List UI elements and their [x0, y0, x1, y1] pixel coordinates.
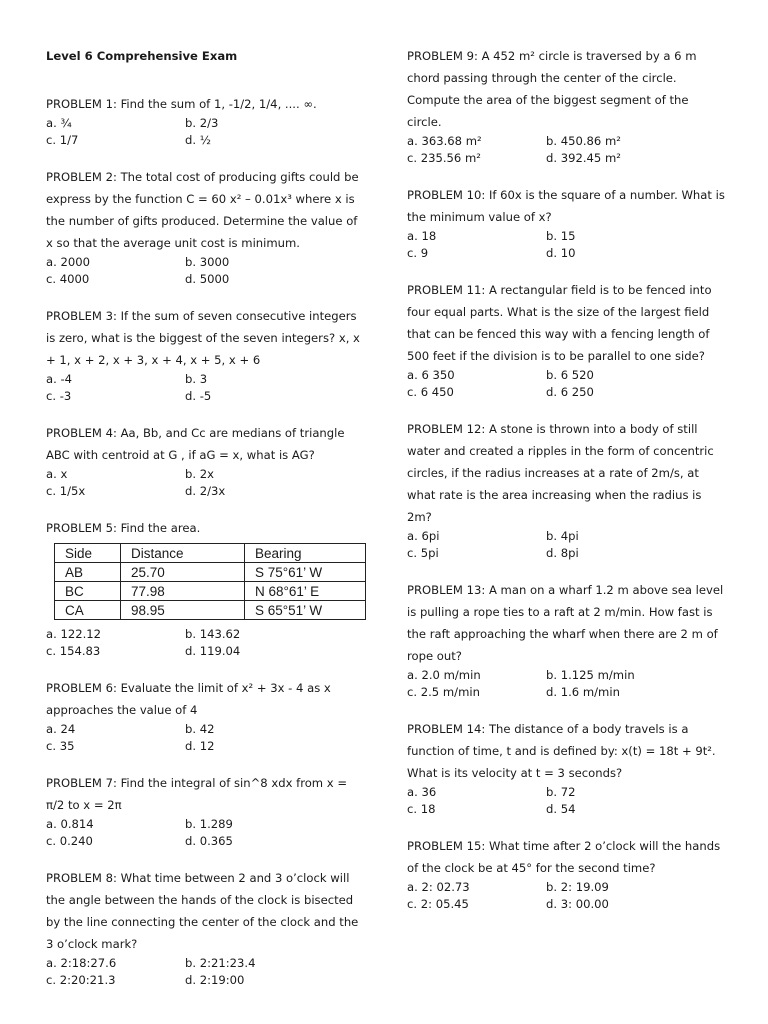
- problem-stem: PROBLEM 4: Aa, Bb, and Cc are medians of triangle ABC with centroid at G , if aG = x, what is AG?: [46, 426, 345, 462]
- answer-choice: a. 363.68 m²: [407, 134, 482, 148]
- answer-choices: [46, 466, 364, 500]
- left-column: [46, 45, 364, 1006]
- answer-choice: c. 1/7: [46, 133, 79, 147]
- table-cell: N 68°61’ E: [245, 582, 366, 601]
- answer-choice: b. 450.86 m²: [546, 134, 621, 148]
- problem-stem: PROBLEM 15: What time after 2 o’clock will the hands of the clock be at 45° for the second time?: [407, 839, 721, 875]
- answer-choice: c. 2.5 m/min: [407, 685, 480, 699]
- answer-choice: a. 2:18:27.6: [46, 956, 117, 970]
- table-row: [55, 582, 366, 601]
- table-header-row: [55, 544, 366, 563]
- answer-choices: [407, 133, 725, 167]
- problem-stem: PROBLEM 11: A rectangular field is to be fenced into four equal parts. What is the size of the largest field that can be fenced this way with a fencing length of 500 feet if the division is to be parallel to one side?: [407, 283, 712, 363]
- problem-block: [46, 93, 364, 149]
- problem-block: [407, 718, 725, 818]
- answer-choice: c. 154.83: [46, 644, 101, 658]
- problem-stem: PROBLEM 8: What time between 2 and 3 o’clock will the angle between the hands of the clock is bisected by the line connecting the center of the clock and the 3 o’clock mark?: [46, 871, 359, 951]
- answer-choice: a. x: [46, 467, 68, 481]
- table-row: [55, 563, 366, 582]
- answer-choices: [407, 879, 725, 913]
- answer-choice: c. 2: 05.45: [407, 897, 469, 911]
- table-header-cell: Distance: [121, 544, 245, 563]
- problem-stem: PROBLEM 9: A 452 m² circle is traversed by a 6 m chord passing through the center of the circle. Compute the area of the biggest segment of the circle.: [407, 49, 697, 129]
- answer-choice: d. 2:19:00: [185, 973, 245, 987]
- answer-choice: a. 36: [407, 785, 437, 799]
- answer-choices: [407, 667, 725, 701]
- bearing-table: [54, 543, 366, 620]
- answer-choice: c. 35: [46, 739, 75, 753]
- answer-choice: c. 9: [407, 246, 429, 260]
- answer-choice: a. 2: 02.73: [407, 880, 470, 894]
- answer-choice: d. 119.04: [185, 644, 241, 658]
- answer-choice: b. 2: 19.09: [546, 880, 609, 894]
- problem-stem: PROBLEM 7: Find the integral of sin^8 xdx from x = π/2 to x = 2π: [46, 776, 348, 812]
- answer-choice: a. -4: [46, 372, 73, 386]
- right-column: [407, 45, 725, 930]
- problem-block: [46, 772, 364, 850]
- answer-choice: b. 143.62: [185, 627, 241, 641]
- table-header-cell: Bearing: [245, 544, 366, 563]
- problem-block: [407, 45, 725, 167]
- problem-list-right: [407, 45, 725, 913]
- answer-choice: d. 8pi: [546, 546, 579, 560]
- answer-choice: b. 72: [546, 785, 576, 799]
- answer-choice: a. 6pi: [407, 529, 440, 543]
- problem-block: [407, 418, 725, 562]
- answer-choice: a. 24: [46, 722, 76, 736]
- answer-choice: b. 15: [546, 229, 576, 243]
- problem-stem: PROBLEM 3: If the sum of seven consecutive integers is zero, what is the biggest of the seven integers? x, x + 1, x + 2, x + 3, x + 4, x + 5, x + 6: [46, 309, 360, 367]
- answer-choices: [407, 784, 725, 818]
- answer-choice: b. 2/3: [185, 116, 219, 130]
- answer-choice: c. 4000: [46, 272, 90, 286]
- table-cell: BC: [55, 582, 121, 601]
- problem-block: [46, 517, 364, 660]
- answer-choices: [407, 228, 725, 262]
- problem-stem: PROBLEM 13: A man on a wharf 1.2 m above sea level is pulling a rope ties to a raft at 2 m/min. How fast is the raft approaching the wharf when there are 2 m of rope out?: [407, 583, 724, 663]
- problem-stem: PROBLEM 6: Evaluate the limit of x² + 3x - 4 as x approaches the value of 4: [46, 681, 331, 717]
- answer-choice: b. 2:21:23.4: [185, 956, 256, 970]
- answer-choice: a. 122.12: [46, 627, 102, 641]
- answer-choice: c. 0.240: [46, 834, 93, 848]
- answer-choice: a. ¾: [46, 116, 72, 130]
- answer-choices: [46, 115, 364, 149]
- problem-stem: PROBLEM 5: Find the area.: [46, 521, 201, 535]
- answer-choice: c. 2:20:21.3: [46, 973, 116, 987]
- answer-choice: a. 6 350: [407, 368, 455, 382]
- answer-choice: a. 18: [407, 229, 437, 243]
- answer-choice: d. -5: [185, 389, 212, 403]
- answer-choices: [46, 955, 364, 989]
- problem-list-left: [46, 93, 364, 989]
- problem-stem: PROBLEM 12: A stone is thrown into a body of still water and created a ripples in the form of concentric circles, if the radius increases at a rate of 2m/s, at what rate is the area increasing when the radius is 2m?: [407, 422, 714, 524]
- table-cell: S 65°51’ W: [245, 601, 366, 620]
- answer-choices: [46, 721, 364, 755]
- table-cell: 77.98: [121, 582, 245, 601]
- table-cell: S 75°61’ W: [245, 563, 366, 582]
- table-cell: AB: [55, 563, 121, 582]
- problem-block: [407, 579, 725, 701]
- answer-choice: b. 2x: [185, 467, 214, 481]
- table-row: [55, 601, 366, 620]
- answer-choice: c. -3: [46, 389, 72, 403]
- answer-choice: b. 4pi: [546, 529, 579, 543]
- answer-choice: b. 3000: [185, 255, 230, 269]
- problem-stem: PROBLEM 14: The distance of a body travels is a function of time, t and is defined by: x(t) = 18t + 9t². What is its velocity at t = 3 seconds?: [407, 722, 716, 780]
- problem-stem: PROBLEM 10: If 60x is the square of a number. What is the minimum value of x?: [407, 188, 725, 224]
- problem-stem: PROBLEM 1: Find the sum of 1, -1/2, 1/4, .... ∞.: [46, 97, 317, 111]
- answer-choices: [46, 254, 364, 288]
- problem-block: [46, 305, 364, 405]
- problem-block: [407, 835, 725, 913]
- answer-choice: c. 235.56 m²: [407, 151, 481, 165]
- answer-choice: c. 6 450: [407, 385, 454, 399]
- table-cell: 98.95: [121, 601, 245, 620]
- answer-choice: a. 2000: [46, 255, 90, 269]
- answer-choices: [407, 367, 725, 401]
- answer-choices: [46, 371, 364, 405]
- problem-block: [407, 184, 725, 262]
- answer-choice: d. 12: [185, 739, 215, 753]
- answer-choice: a. 2.0 m/min: [407, 668, 481, 682]
- answer-choice: b. 1.125 m/min: [546, 668, 635, 682]
- answer-choices: [46, 626, 364, 660]
- answer-choices: [46, 816, 364, 850]
- problem-block: [46, 867, 364, 989]
- answer-choice: d. 392.45 m²: [546, 151, 621, 165]
- page-title: Level 6 Comprehensive Exam: [46, 49, 238, 63]
- table-header-cell: Side: [55, 544, 121, 563]
- answer-choice: d. 3: 00.00: [546, 897, 609, 911]
- answer-choice: d. 2/3x: [185, 484, 226, 498]
- answer-choice: c. 5pi: [407, 546, 439, 560]
- problem-block: [46, 677, 364, 755]
- problem-block: [46, 166, 364, 288]
- table-cell: CA: [55, 601, 121, 620]
- answer-choice: d. 5000: [185, 272, 230, 286]
- answer-choice: d. ½: [185, 133, 211, 147]
- problem-block: [407, 279, 725, 401]
- answer-choice: d. 6 250: [546, 385, 594, 399]
- answer-choice: d. 10: [546, 246, 576, 260]
- answer-choice: a. 0.814: [46, 817, 94, 831]
- answer-choice: b. 3: [185, 372, 208, 386]
- answer-choices: [407, 528, 725, 562]
- answer-choice: b. 6 520: [546, 368, 594, 382]
- answer-choice: b. 42: [185, 722, 215, 736]
- problem-block: [46, 422, 364, 500]
- answer-choice: d. 54: [546, 802, 576, 816]
- table-cell: 25.70: [121, 563, 245, 582]
- answer-choice: c. 1/5x: [46, 484, 86, 498]
- answer-choice: c. 18: [407, 802, 436, 816]
- answer-choice: b. 1.289: [185, 817, 233, 831]
- answer-choice: d. 0.365: [185, 834, 233, 848]
- problem-stem: PROBLEM 2: The total cost of producing gifts could be express by the function C = 60 x² – 0.01x³ where x is the number of gifts produced. Determine the value of x so that the average unit cost is minimum.: [46, 170, 359, 250]
- answer-choice: d. 1.6 m/min: [546, 685, 620, 699]
